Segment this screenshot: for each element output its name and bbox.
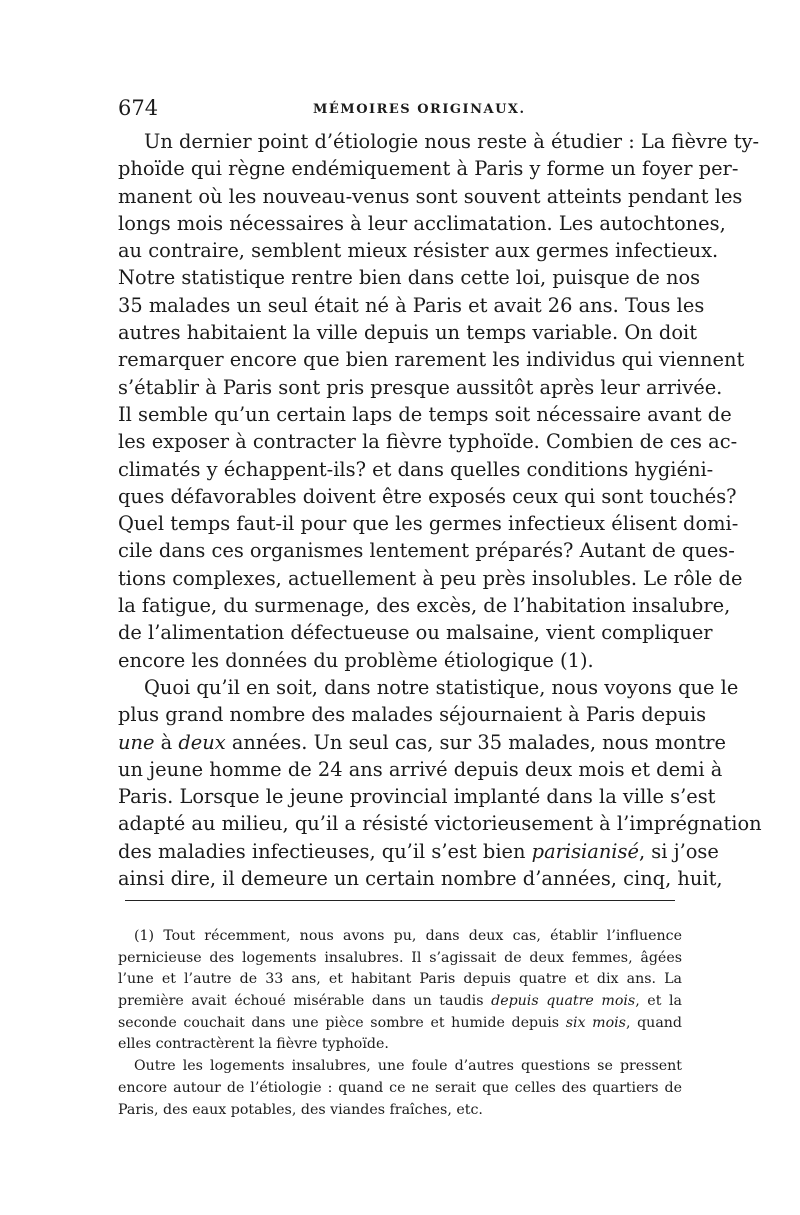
text-line: un jeune homme de 24 ans arrivé depuis deux mois et demi à: [118, 757, 723, 781]
page-number: 674: [118, 96, 159, 120]
text-line: Un dernier point d’étiologie nous reste à étudier : La fièvre ty-: [144, 130, 760, 153]
footnote-line: encore autour de l’étiologie : quand ce ne serait que celles des quartiers de: [118, 1079, 682, 1096]
text-fragment: , quand: [625, 1014, 683, 1031]
text-line: au contraire, semblent mieux résister aux germes infectieux.: [118, 239, 719, 263]
text-line: Paris. Lorsque le jeune provincial implanté dans la ville s’est: [118, 785, 716, 809]
text-line: la fatigue, du surmenage, des excès, de l’habitation insalubre,: [118, 594, 731, 618]
text-line: autres habitaient la ville depuis un temps variable. On doit: [118, 321, 697, 345]
footnote-line: [118, 991, 682, 1013]
text-line: [118, 729, 726, 756]
page-header: [118, 96, 682, 120]
text-line: Quoi qu’il en soit, dans notre statistique, nous voyons que le: [144, 675, 739, 699]
footnote-line: elles contractèrent la fièvre typhoïde.: [118, 1036, 389, 1053]
footnote-line: [118, 1013, 682, 1035]
italic-text: six mois: [565, 1014, 626, 1031]
footnote-line: l’une et l’autre de 33 ans, et habitant Paris depuis quatre et dix ans. La: [118, 971, 682, 988]
text-line: encore les données du problème étiologique (1).: [118, 648, 594, 672]
text-line: remarquer encore que bien rarement les individus qui viennent: [118, 348, 745, 372]
text-line: cile dans ces organismes lentement préparés? Autant de ques-: [118, 539, 735, 563]
italic-text: parisianisé: [531, 839, 639, 863]
text-line: les exposer à contracter la fièvre typhoïde. Combien de ces ac-: [118, 430, 738, 454]
main-text: [118, 128, 762, 892]
text-line: adapté au milieu, qu’il a résisté victorieusement à l’imprégnation: [118, 812, 762, 836]
text-fragment: première avait échoué misérable dans un taudis: [118, 993, 492, 1010]
text-line: phoïde qui règne endémiquement à Paris y forme un foyer per-: [118, 157, 739, 181]
text-line: 35 malades un seul était né à Paris et avait 26 ans. Tous les: [118, 293, 705, 317]
text-line: ques défavorables doivent être exposés ceux qui sont touchés?: [118, 484, 737, 508]
footnote-divider: [125, 900, 675, 901]
italic-text: deux: [178, 730, 226, 754]
text-fragment: à: [154, 730, 179, 754]
text-line: ainsi dire, il demeure un certain nombre d’années, cinq, huit,: [118, 867, 723, 891]
text-line: de l’alimentation défectueuse ou malsaine, vient compliquer: [118, 621, 713, 645]
text-fragment: années. Un seul cas, sur 35 malades, nous montre: [225, 730, 726, 754]
text-line: Quel temps faut-il pour que les germes infectieux élisent domi-: [118, 512, 739, 536]
running-title: MÉMOIRES ORIGINAUX.: [313, 102, 526, 117]
text-line: longs mois nécessaires à leur acclimatation. Les autochtones,: [118, 211, 726, 235]
italic-text: depuis quatre mois: [491, 993, 636, 1010]
footnote-line: pernicieuse des logements insalubres. Il s’agissait de deux femmes, âgées: [118, 949, 682, 966]
text-line: plus grand nombre des malades séjournaient à Paris depuis: [118, 703, 707, 727]
text-line: s’établir à Paris sont pris presque aussitôt après leur arrivée.: [118, 375, 723, 399]
footnotes: [118, 926, 682, 1121]
text-fragment: , et la: [635, 993, 683, 1010]
text-line: manent où les nouveau-venus sont souvent atteints pendant les: [118, 184, 743, 208]
text-line: tions complexes, actuellement à peu près insolubles. Le rôle de: [118, 566, 743, 590]
text-line: [118, 838, 719, 865]
italic-text: une: [118, 730, 155, 754]
footnote-line: Paris, des eaux potables, des viandes fraîches, etc.: [118, 1101, 483, 1118]
text-fragment: seconde couchait dans une pièce sombre et humide depuis: [118, 1014, 566, 1031]
text-fragment: des maladies infectieuses, qu’il s’est bien: [118, 839, 532, 863]
text-line: Notre statistique rentre bien dans cette loi, puisque de nos: [118, 266, 701, 290]
footnote-line: (1) Tout récemment, nous avons pu, dans deux cas, établir l’influence: [134, 928, 682, 944]
text-line: climatés y échappent-ils? et dans quelles conditions hygiéni-: [118, 457, 714, 481]
footnote-line: Outre les logements insalubres, une foule d’autres questions se pressent: [134, 1058, 682, 1075]
text-line: Il semble qu’un certain laps de temps soit nécessaire avant de: [118, 402, 732, 426]
text-fragment: , si j’ose: [638, 839, 719, 863]
